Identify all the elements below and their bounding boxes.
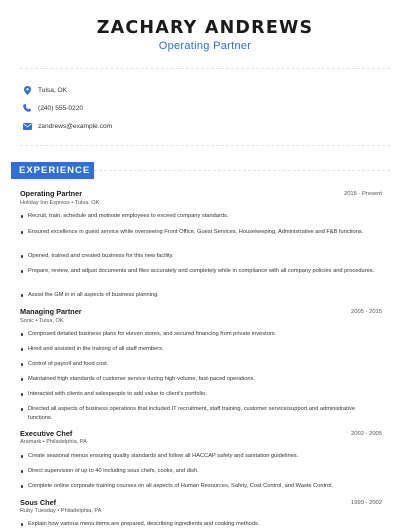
divider	[20, 68, 390, 69]
job-bullet: Prepare, review, and adjust documents and files accurately and completely while in compliance with all company policies and procedures.	[20, 267, 380, 276]
job-bullet: Interacted with clients and salespeople to add value to client's portfolio.	[20, 390, 380, 399]
job-bullet: Assist the GM in in all aspects of business planning.	[20, 291, 380, 300]
job-bullet: Recruit, train, schedule and motivate employees to exceed company standards.	[20, 212, 380, 221]
job-bullet: Create seasonal menus ensuring quality standards and follow all HACCAP safety and sanitation guidelines.	[20, 452, 380, 461]
candidate-name: ZACHARY ANDREWS	[96, 18, 314, 38]
company-name: Sonic	[20, 318, 34, 324]
job-dates: 2002 - 2005	[351, 431, 382, 437]
candidate-role: Operating Partner	[158, 40, 252, 52]
location-text: Tulsa, OK	[38, 86, 68, 94]
job-dates: 2005 - 2015	[351, 309, 382, 315]
job-company: Sonic • Tulsa, OK	[20, 318, 64, 324]
job-bullet: Control of payroll and food cost.	[20, 360, 380, 369]
divider	[20, 145, 390, 146]
company-location: Tulsa, OK	[74, 200, 100, 206]
job-bullet: Explain how various menu items are prepared, describing ingredients and cooking methods.	[20, 520, 380, 529]
contact-location	[22, 85, 67, 95]
company-name: Ruby Tuesday	[20, 508, 56, 514]
email-text: zandrews@example.com	[38, 122, 113, 130]
job-bullet: Hired and assisted in the training of all staff members.	[20, 345, 380, 354]
location-pin-icon	[22, 85, 32, 95]
company-location: Philadelphia, PA	[60, 508, 102, 514]
job-title: Managing Partner	[20, 307, 82, 316]
phone-text: (240) 555-0220	[38, 104, 84, 112]
contact-email	[22, 121, 112, 131]
contact-phone	[22, 103, 83, 113]
job-bullet: Composed detailed business plans for eleven stores, and secured financing from private investors.	[20, 330, 380, 339]
job-dates: 2015 - Present	[343, 191, 382, 197]
job-bullet: Opened, trained and created business for this new facility.	[20, 252, 380, 261]
job-bullet: Directed all aspects of business operations that included IT recruitment, staff training, customer service/support and administrative functions.	[20, 405, 380, 422]
job-company: Holiday Inn Express • Tulsa, OK	[20, 200, 100, 206]
email-icon	[22, 121, 32, 131]
job-dates: 1999 - 2002	[351, 500, 382, 506]
job-company: Ruby Tuesday • Philadelphia, PA	[20, 508, 102, 514]
company-name: Holiday Inn Express	[20, 200, 70, 206]
job-title: Sous Chef	[20, 498, 57, 507]
section-divider	[94, 170, 390, 171]
job-title: Executive Chef	[20, 429, 73, 438]
company-name: Aramark	[20, 439, 42, 445]
job-bullet: Maintained high standards of customer service during high-volume, fast-paced operations.	[20, 375, 380, 384]
phone-icon	[22, 103, 32, 113]
company-location: Philadelphia, PA	[46, 439, 87, 445]
section-heading-experience: EXPERIENCE	[11, 162, 94, 179]
job-bullet: Complete online corporate training courses on all aspects of Human Resources, Safety, Cost Control, and Waste Control.	[20, 482, 380, 491]
job-title: Operating Partner	[20, 189, 83, 198]
job-bullet: Ensured excellence in guest service while overseeing Front Office, Guest Services, Housekeeping, Administrative and F&B functions.	[20, 228, 380, 237]
job-bullet: Direct supervision of up to 40 including sous chefs, cooks, and dish.	[20, 467, 380, 476]
job-company: Aramark • Philadelphia, PA	[20, 439, 87, 445]
company-location: Tulsa, OK	[38, 318, 64, 324]
